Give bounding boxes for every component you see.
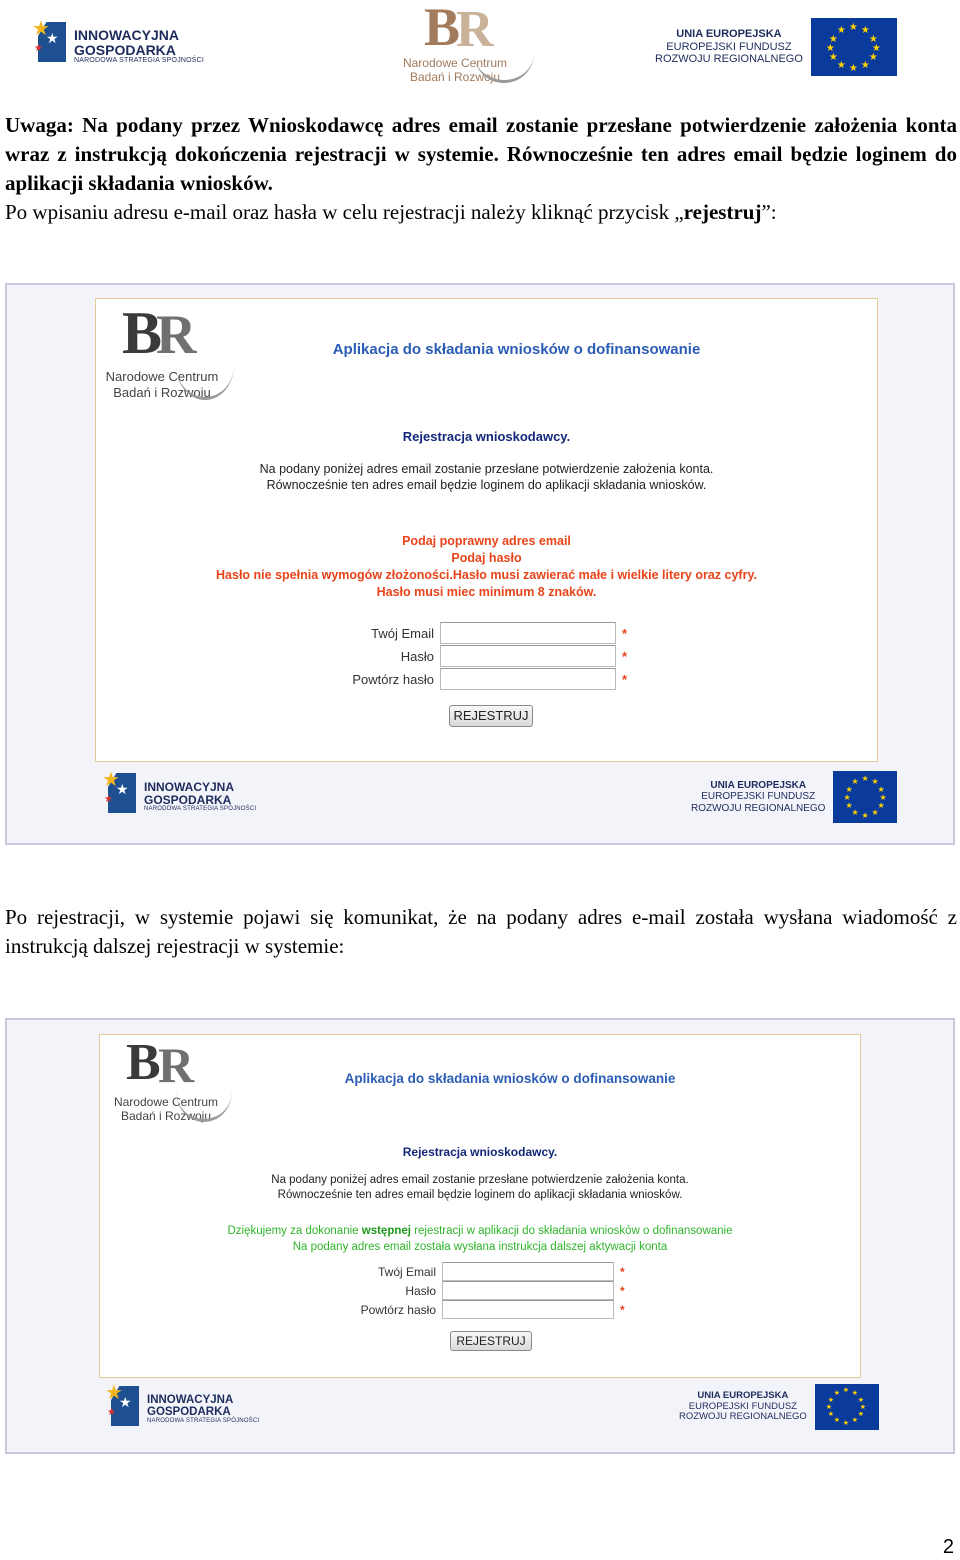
panel-ig-logo <box>102 769 256 815</box>
panel2-ncbr-br-icon: B R <box>114 1037 234 1091</box>
app-panel <box>95 298 878 762</box>
register-button[interactable]: REJESTRUJ <box>449 705 533 727</box>
innowacyjna-gospodarka-logo <box>32 18 204 65</box>
error-min-length: Hasło musi miec minimum 8 znaków. <box>376 584 597 599</box>
info-line1: Na podany poniżej adres email zostanie przesłane potwierdzenie założenia konta. <box>259 462 714 476</box>
eu-line2: EUROPEJSKI FUNDUSZ <box>666 40 792 53</box>
ig-line2: GOSPODARKA <box>74 41 176 58</box>
eu-flag-icon: ★ ★ ★ ★ ★ ★ ★ ★ ★ ★ ★ ★ <box>811 18 897 76</box>
ncbr-br-icon: B R <box>404 2 534 56</box>
ig-line1: INNOWACYJNA <box>74 27 180 43</box>
info-line2: Równocześnie ten adres email będzie loginem do aplikacji składania wniosków. <box>266 478 707 493</box>
repeat-password-input[interactable] <box>440 668 616 690</box>
registration-title: Rejestracja wnioskodawcy. <box>402 429 571 444</box>
panel-ig-star-icon: ★ ★ ★ <box>102 769 138 815</box>
info-text <box>96 461 877 494</box>
panel-ncbr-br-icon: B R <box>110 303 230 365</box>
eu-line1: UNIA EUROPEJSKA <box>676 28 782 41</box>
panel-ncbr-line2: Badań i Rozwoju <box>113 384 211 400</box>
password-input[interactable] <box>440 645 616 667</box>
info2-line1: Na podany poniżej adres email zostanie przesłane potwierdzenie założenia konta. <box>271 1174 689 1186</box>
screenshot-registration-success <box>5 1018 955 1454</box>
panel-ig-line1: INNOWACYJNA <box>144 780 235 794</box>
panel-ig-line3: NARODOWA STRATEGIA SPÓJNOŚCI <box>144 806 257 813</box>
repeat-password-label-2: Powtórz hasło <box>360 1302 436 1317</box>
panel-ig-line2: GOSPODARKA <box>144 792 232 807</box>
password-input-2[interactable] <box>442 1281 614 1300</box>
email-required-mark-2: * <box>620 1264 625 1279</box>
panel2-ig-line3: NARODOWA STRATEGIA SPÓJNOŚCI <box>147 1418 260 1425</box>
password-required-mark: * <box>622 648 628 664</box>
form2-row-password <box>328 1281 625 1300</box>
success-bold: wstępnej <box>361 1225 411 1237</box>
note-paragraph: Uwaga: Na podany przez Wnioskodawcę adres email zostanie przesłane potwierdzenie założenia konta wraz z instrukcją dokończenia rejestracji w systemie. Równocześnie ten adres email będzie loginem do aplikacji składania wniosków. <box>5 113 957 195</box>
success-post: rejestracji w aplikacji do składania wniosków o dofinansowanie <box>410 1225 733 1237</box>
error-messages <box>96 533 877 601</box>
ig-line3: NARODOWA STRATEGIA SPÓJNOŚCI <box>74 57 205 65</box>
form-row-email <box>326 622 627 644</box>
eu-line3: ROZWOJU REGIONALNEGO <box>655 53 803 66</box>
success-line2: Na podany adres email została wysłana instrukcja dalszej aktywacji konta <box>292 1240 668 1253</box>
panel-eu-flag-icon: ★ ★ ★ ★ ★ ★ ★ ★ ★ ★ ★ ★ <box>833 771 897 823</box>
panel-eu-logo <box>691 771 897 823</box>
panel2-ig-star-icon: ★ ★ ★ <box>105 1382 141 1428</box>
repeat-password-input-2[interactable] <box>442 1300 614 1319</box>
success-line1 <box>100 1224 860 1240</box>
ncbr-logo <box>384 2 554 85</box>
screenshot-registration-form <box>5 283 955 845</box>
app-title: Aplikacja do składania wniosków o dofinansowanie <box>332 341 701 358</box>
ncbr-line1: Narodowe Centrum <box>402 56 508 70</box>
password-required-mark-2: * <box>620 1283 625 1298</box>
registration-title-2: Rejestracja wnioskodawcy. <box>402 1145 558 1159</box>
email-input-2[interactable] <box>442 1262 614 1281</box>
instruction-paragraph <box>5 198 957 227</box>
panel2-eu-line1: UNIA EUROPEJSKA <box>697 1389 789 1401</box>
panel2-ncbr-line1: Narodowe Centrum <box>113 1095 219 1109</box>
panel2-ig-logo <box>105 1382 259 1428</box>
panel-eu-line2: EUROPEJSKI FUNDUSZ <box>701 791 816 803</box>
ig-star-icon: ★ ★ ★ <box>32 18 68 64</box>
error-email: Podaj poprawny adres email <box>402 534 571 548</box>
eu-logo <box>655 18 897 76</box>
error-complexity: Hasło nie spełnia wymogów złożoności.Hasło musi zawierać małe i wielkie litery oraz cyfry. <box>216 567 757 582</box>
info-text-2 <box>100 1173 860 1203</box>
panel2-eu-flag-icon: ★ ★ ★ ★ ★ ★ ★ ★ ★ ★ ★ ★ <box>815 1384 879 1430</box>
email-required-mark: * <box>622 625 628 641</box>
form2-row-email <box>328 1262 625 1281</box>
email-label: Twój Email <box>371 625 434 641</box>
form2-row-repeat-password <box>328 1300 625 1319</box>
error-password: Podaj hasło <box>451 550 522 565</box>
app-title-2: Aplikacja do składania wniosków o dofinansowanie <box>344 1071 676 1086</box>
repeat-password-required-mark: * <box>622 671 628 687</box>
panel-ncbr-line1: Narodowe Centrum <box>105 369 219 384</box>
success-pre: Dziękujemy za dokonanie <box>227 1225 362 1237</box>
panel2-ig-line1: INNOWACYJNA <box>147 1394 234 1406</box>
form-row-repeat-password <box>326 668 627 690</box>
password-label-2: Hasło <box>405 1283 436 1298</box>
instruction-after: ”: <box>761 200 777 224</box>
panel2-eu-line3: ROZWOJU REGIONALNEGO <box>679 1411 807 1423</box>
email-label-2: Twój Email <box>377 1264 436 1279</box>
email-input[interactable] <box>440 622 616 644</box>
panel-eu-line3: ROZWOJU REGIONALNEGO <box>691 802 826 814</box>
panel2-eu-logo <box>679 1384 879 1430</box>
ncbr-line2: Badań i Rozwoju <box>409 70 501 85</box>
after-registration-paragraph: Po rejestracji, w systemie pojawi się komunikat, że na podany adres e-mail została wysłana wiadomość z instrukcją dalszej rejestracji w systemie: <box>5 905 957 958</box>
page-number: 2 <box>942 1536 954 1558</box>
repeat-password-label: Powtórz hasło <box>352 671 434 687</box>
success-messages <box>100 1224 860 1255</box>
instruction-before: Po wpisaniu adresu e-mail oraz hasła w celu rejestracji należy kliknąć przycisk „ <box>5 200 684 224</box>
instruction-bold: rejestruj <box>683 200 762 224</box>
password-label: Hasło <box>400 648 434 664</box>
panel2-ig-line2: GOSPODARKA <box>147 1406 231 1419</box>
info2-line2: Równocześnie ten adres email będzie loginem do aplikacji składania wniosków. <box>277 1188 683 1201</box>
panel2-eu-line2: EUROPEJSKI FUNDUSZ <box>688 1400 797 1412</box>
panel2-ncbr-line2: Badań i Rozwoju <box>120 1109 212 1124</box>
panel-eu-line1: UNIA EUROPEJSKA <box>710 779 807 791</box>
repeat-password-required-mark-2: * <box>620 1302 625 1317</box>
form-row-password <box>326 645 627 667</box>
register-button-2[interactable]: REJESTRUJ <box>450 1331 532 1351</box>
document-header <box>0 0 960 95</box>
app-panel-success <box>99 1034 861 1378</box>
